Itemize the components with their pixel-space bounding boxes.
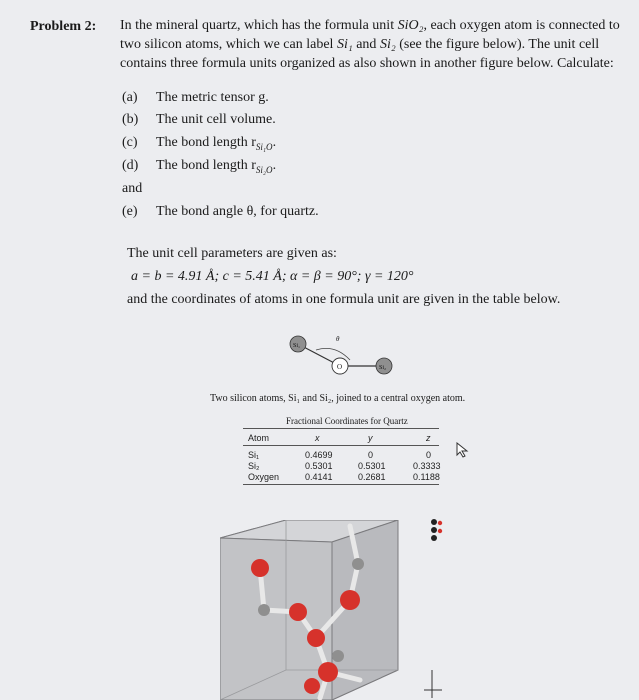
item-c-label: The bond length r [156, 135, 256, 150]
problem-label: Problem 2: [30, 19, 97, 34]
table-row-3-x: 0.4141 [305, 472, 333, 482]
table-header-x: x [315, 433, 320, 443]
mouse-cursor-icon [456, 442, 470, 458]
table-row-3-z: 0.1188 [413, 472, 440, 482]
item-c-text [156, 135, 276, 152]
figure-caption: Two silicon atoms, Si₁ and Si₂, joined to a central oxygen atom. [210, 393, 466, 404]
item-d-label: The bond length r [156, 158, 256, 173]
si1-symbol: Si₁ [336, 37, 353, 52]
item-b-text: The unit cell volume. [156, 112, 276, 127]
intro-text-3: (see the figure below). The unit cell contains three formula units organized as also shown in another figure below. Calculate: [120, 37, 614, 71]
item-c-num: (c) [122, 135, 138, 150]
table-row-1-atom: Si₁ [248, 450, 260, 460]
table-row-1-z: 0 [426, 450, 432, 460]
item-e-num: (e) [122, 204, 138, 219]
item-d-text [156, 158, 276, 175]
table-row-2-z: 0.3333 [413, 461, 441, 471]
quartz-unit-cell-figure [220, 520, 460, 700]
intro-and: and [352, 37, 380, 52]
table-header-rule [243, 445, 439, 446]
si2-atom-label: Si₂ [379, 365, 387, 371]
table-bottom-rule [243, 484, 439, 485]
coordinates-table [243, 430, 439, 486]
params-intro: The unit cell parameters are given as: [127, 246, 337, 261]
item-d-num: (d) [122, 158, 139, 173]
item-b-num: (b) [122, 112, 139, 127]
item-d-tail: . [272, 158, 277, 173]
item-a-text: The metric tensor g. [156, 90, 269, 105]
params-coords: and the coordinates of atoms in one formula unit are given in the table below. [127, 292, 561, 307]
item-d-sub: Si₂O [255, 164, 273, 175]
si-o-si-figure [280, 330, 410, 386]
item-and-word: and [122, 181, 143, 196]
item-c-sub: Si₁O [255, 141, 273, 152]
table-header-z: z [426, 433, 431, 443]
intro-text-1: In the mineral quartz, which has the formula unit [120, 18, 398, 33]
item-c-tail: . [272, 135, 277, 150]
si2-symbol: Si₂ [379, 37, 396, 52]
si1-atom-label: Si₁ [293, 343, 301, 349]
table-row-3-atom: Oxygen [248, 472, 280, 482]
params-values: a = b = 4.91 Å; c = 5.41 Å; α = β = 90°; γ = 120° [131, 269, 414, 284]
item-e-text: The bond angle θ, for quartz. [156, 204, 319, 219]
table-row-2-x: 0.5301 [305, 461, 333, 471]
intro-text-2: , each oxygen atom is connected to two silicon atoms, which we can label [120, 18, 620, 52]
table-header-y: y [368, 433, 373, 443]
table-row-1-x: 0.4699 [305, 450, 333, 460]
oxygen-atom-label: O [337, 363, 343, 371]
problem-intro [120, 16, 620, 73]
table-row-2-atom: Si₂ [248, 461, 260, 471]
table-header-atom: Atom [248, 433, 270, 443]
formula-sio2: SiO₂ [397, 18, 424, 33]
unit-cell-front-face [220, 538, 332, 700]
table-row-3-y: 0.2681 [358, 472, 386, 482]
item-a-num: (a) [122, 90, 138, 105]
table-row-1-y: 0 [368, 450, 374, 460]
table-title: Fractional Coordinates for Quartz [286, 416, 408, 426]
theta-label: θ [336, 335, 340, 343]
table-row-2-y: 0.5301 [358, 461, 386, 471]
table-top-rule [243, 428, 439, 429]
